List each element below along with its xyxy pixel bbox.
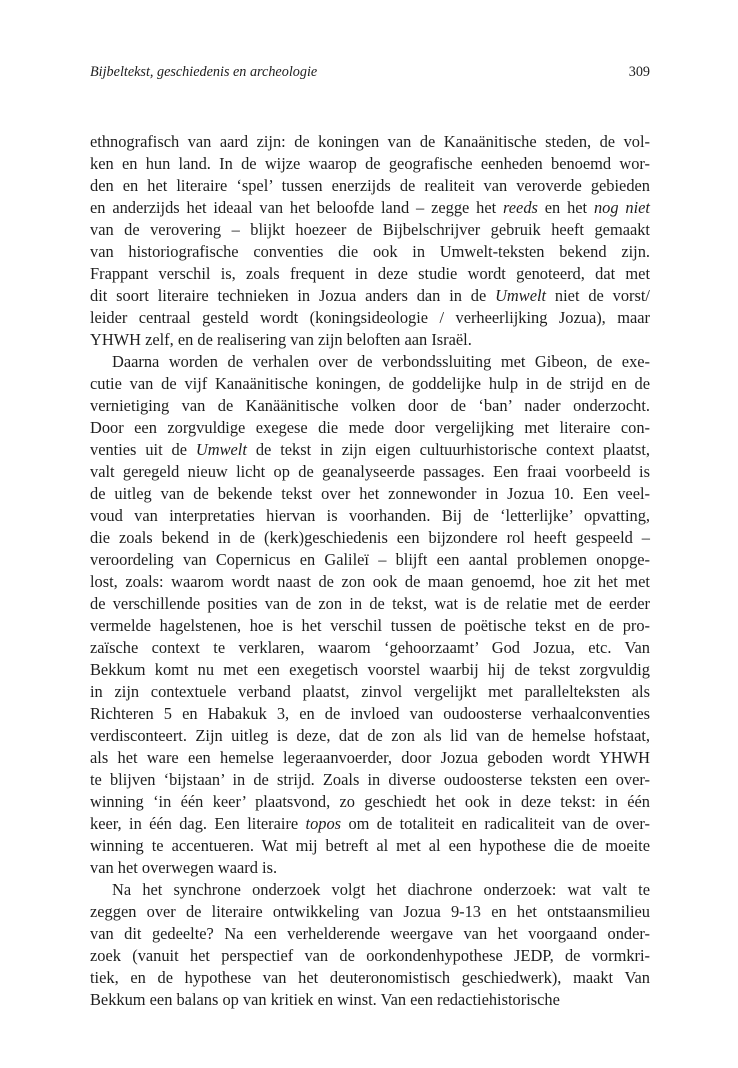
text-line: winning te accentueren. Wat mij betreft al met al een hypothese die de moeite xyxy=(90,836,650,855)
emphasis: Umwelt xyxy=(495,286,547,305)
text-line: zaïsche context te verklaren, waarom ‘gehoorzaamt’ God Jozua, etc. Van xyxy=(90,638,650,657)
text-line: den en het literaire ‘spel’ tussen enerzijds de realiteit van veroverde gebieden xyxy=(90,176,650,195)
text-line: de verschillende posities van de zon in de tekst, wat is de relatie met de eerder xyxy=(90,594,650,613)
text-line: ken en hun land. In de wijze waarop de geografische eenheden benoemd wor- xyxy=(90,154,650,173)
text-line: Daarna worden de verhalen over de verbondssluiting met Gibeon, de exe- xyxy=(112,352,650,371)
text-line: Door een zorgvuldige exegese die mede door vergelijking met literaire con- xyxy=(90,418,650,437)
text-line: de uitleg van de bekende tekst over het zonnewonder in Jozua 10. Een veel- xyxy=(90,484,650,503)
text-line: verdisconteert. Zijn uitleg is deze, dat de zon als lid van de hemelse hofstaat, xyxy=(90,726,650,745)
emphasis: nog niet xyxy=(593,198,650,217)
paragraph-p1 xyxy=(90,131,650,351)
text-line: vermelde hagelstenen, hoe is het verschil tussen de poëtische tekst en de pro- xyxy=(90,616,650,635)
emphasis: topos xyxy=(305,814,342,833)
text-line: lost, zoals: waarom wordt naast de zon ook de maan genoemd, hoe zit het met xyxy=(90,572,650,591)
text-line: cutie van de vijf Kanaänitische koningen, de goddelijke hulp in de strijd en de xyxy=(90,374,650,393)
paragraph-p2 xyxy=(90,351,650,879)
text-line: zeggen over de literaire ontwikkeling van Jozua 9-13 en het ontstaansmilieu xyxy=(90,902,650,921)
text-line: van de verovering – blijkt hoezeer de Bijbelschrijver gebruik heeft gemaakt xyxy=(90,220,650,239)
page-number: 309 xyxy=(628,64,650,80)
emphasis: reeds xyxy=(503,198,538,217)
paragraph-p3 xyxy=(90,879,650,1011)
text-line: Bekkum een balans op van kritiek en winst. Van een redactiehistorische xyxy=(90,990,560,1009)
text-line: voud van interpretaties hiervan is voorhanden. Bij de ‘letterlijke’ opvatting, xyxy=(90,506,650,525)
running-title: Bijbeltekst, geschiedenis en archeologie xyxy=(90,64,318,80)
text-line: venties uit de Umwelt de tekst in zijn eigen cultuurhistorische context plaatst, xyxy=(90,440,650,459)
text-line: die zoals bekend in de (kerk)geschiedenis een bijzondere rol heeft gespeeld – xyxy=(90,528,650,547)
text-line: ethnografisch van aard zijn: de koningen van de Kanaänitische steden, de vol- xyxy=(90,132,650,151)
text-line: vernietiging van de Kanäänitische volken door de ‘ban’ nader onderzocht. xyxy=(90,396,650,415)
emphasis: Umwelt xyxy=(195,440,247,459)
text-line: van dit gedeelte? Na een verhelderende weergave van het voorgaand onder- xyxy=(90,924,650,943)
text-line: Richteren 5 en Habakuk 3, en de invloed van oudoosterse verhaalconventies xyxy=(90,704,650,723)
text-line: veroordeling van Copernicus en Galileï – blijft een aantal problemen onopge- xyxy=(90,550,650,569)
text-line: van historiografische conventies die ook in Umwelt-teksten bekend zijn. xyxy=(90,242,650,261)
text-line: Na het synchrone onderzoek volgt het diachrone onderzoek: wat valt te xyxy=(112,880,650,899)
text-line: en anderzijds het ideaal van het beloofde land – zegge het reeds en het nog niet xyxy=(90,198,650,217)
text-line: tiek, en de hypothese van het deuteronomistisch geschiedwerk), maakt Van xyxy=(90,968,650,987)
text-line: zoek (vanuit het perspectief van de oorkondenhypothese JEDP, de vormkri- xyxy=(90,946,650,965)
text-line: als het ware een hemelse legeraanvoerder, door Jozua geboden wordt YHWH xyxy=(90,748,650,767)
text-line: Bekkum komt nu met een exegetisch voorstel waarbij hij de tekst zorgvuldig xyxy=(90,660,650,679)
text-line: winning ‘in één keer’ plaatsvond, zo geschiedt het ook in deze tekst: in één xyxy=(90,792,650,811)
text-line: dit soort literaire technieken in Jozua anders dan in de Umwelt niet de vorst/ xyxy=(90,286,650,305)
body-text xyxy=(90,131,650,1011)
text-line: van het overwegen waard is. xyxy=(90,858,278,877)
text-line: keer, in één dag. Een literaire topos om de totaliteit en radicaliteit van de over- xyxy=(90,814,650,833)
text-line: valt geregeld nieuw licht op de geanalyseerde passages. Een fraai voorbeeld is xyxy=(90,462,650,481)
text-line: YHWH zelf, en de realisering van zijn beloften aan Israël. xyxy=(90,330,472,349)
text-line: Frappant verschil is, zoals frequent in deze studie wordt genoteerd, dat met xyxy=(90,264,650,283)
text-line: te blijven ‘bijstaan’ in de strijd. Zoals in diverse oudoosterse teksten een over- xyxy=(90,770,650,789)
text-line: in zijn contextuele verband plaatst, zinvol vergelijkt met parallelteksten als xyxy=(90,682,650,701)
text-line: leider centraal gesteld wordt (koningsideologie / verheerlijking Jozua), maar xyxy=(90,308,650,327)
